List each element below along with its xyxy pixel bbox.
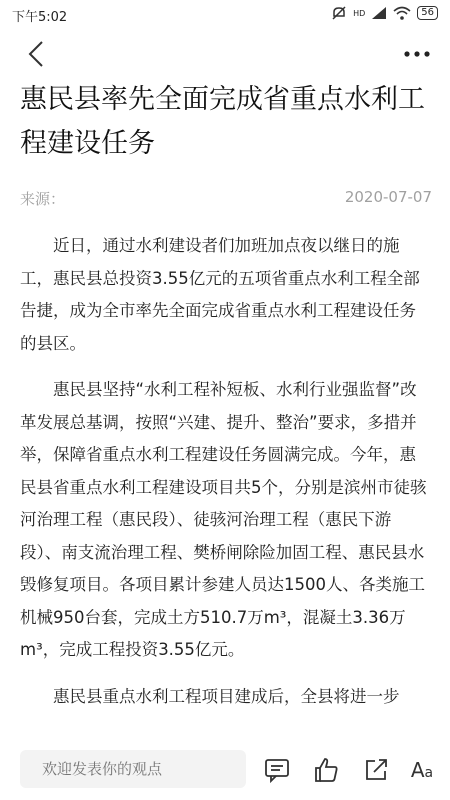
comment-icon: [263, 756, 291, 784]
share-icon: [362, 756, 390, 784]
back-button[interactable]: [22, 38, 52, 70]
status-bar: [0, 0, 450, 30]
paragraph: 惠民县坚持“水利工程补短板、水利行业强监督”改革发展总基调，按照“兴建、提升、整治”要求，多措并举，保障省重点水利工程建设任务圆满完成。今年，惠民县省重点水利工程建设项目共5个，分别是滨州市徒骇河治理工程（惠民段）、徒骇河治理工程（惠民下游段）、南支流治理工程、樊桥闸除险加固工程、惠民县水毁修复项目。各项目累计参建人员达1500人、各类施工机械950台套，完成土方510.7万m³，混凝土3.36万m³，完成工程投资3.55亿元。: [20, 380, 427, 659]
like-button[interactable]: [312, 756, 340, 784]
font-size-big: A: [410, 758, 425, 782]
font-size-small: a: [424, 765, 434, 781]
share-button[interactable]: [362, 756, 390, 784]
chevron-left-icon: [22, 38, 52, 70]
font-size-icon[interactable]: [405, 756, 439, 784]
article-title: 惠民县率先全面完成省重点水利工程建设任务: [20, 84, 425, 159]
battery-icon: 56: [417, 6, 438, 20]
more-dots-icon: [402, 42, 432, 66]
publish-date: 2020-07-07: [344, 188, 432, 206]
comment-button[interactable]: [263, 756, 291, 784]
status-time: 下午5:02: [12, 10, 68, 25]
article-meta: [20, 188, 432, 212]
paragraph: 惠民县重点水利工程项目建成后，全县将进一步: [53, 686, 400, 706]
signal-icon: [371, 6, 387, 20]
nav-bar: [0, 30, 450, 78]
hd-label: HD: [353, 8, 366, 18]
wifi-icon: [393, 6, 411, 20]
source-label: 来源：: [20, 190, 66, 208]
article-body: [20, 230, 432, 740]
more-button[interactable]: [402, 42, 432, 66]
bottom-bar: [0, 740, 450, 800]
paragraph: 近日，通过水利建设者们加班加点夜以继日的施工，惠民县总投资3.55亿元的五项省重点水利工程全部告捷，成为全市率先全面完成省重点水利工程建设任务的县区。: [20, 236, 420, 353]
like-icon: [312, 756, 340, 784]
silent-icon: [331, 6, 347, 20]
status-icons: [331, 6, 438, 20]
comment-input[interactable]: [20, 750, 246, 788]
